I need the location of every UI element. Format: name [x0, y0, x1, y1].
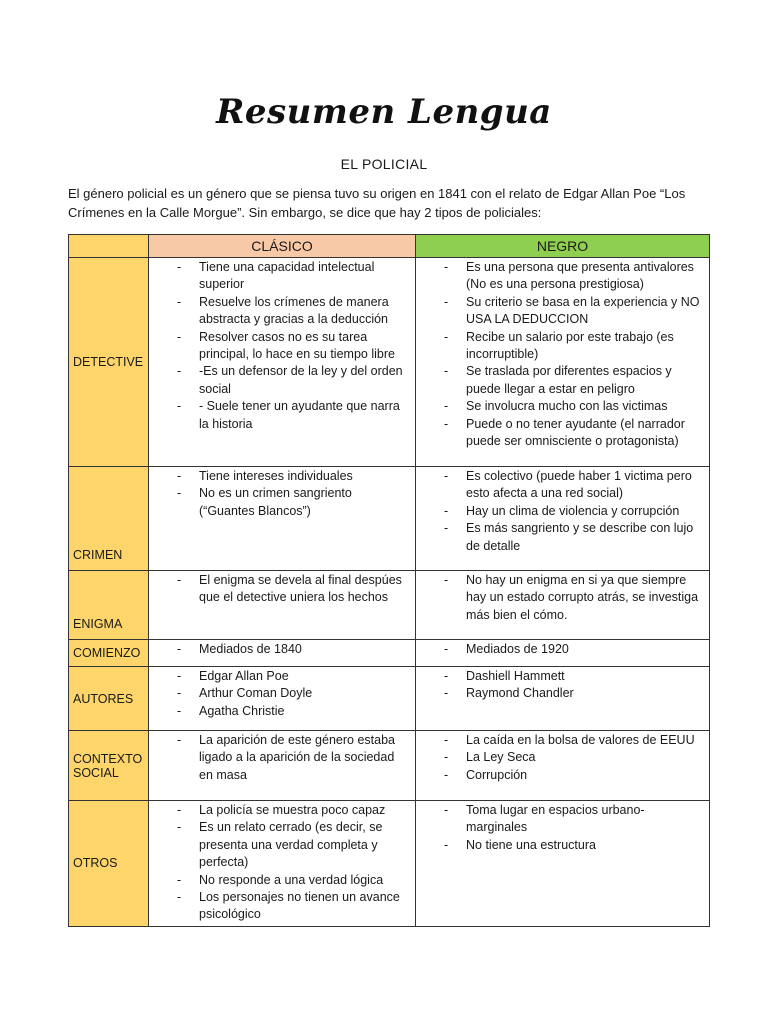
- list-item: - Mediados de 1840: [149, 641, 409, 658]
- list-item: - Agatha Christie: [149, 703, 409, 720]
- table-header-row: [69, 235, 710, 258]
- list-item: - -Es un defensor de la ley y del orden social: [149, 363, 409, 398]
- table-row: [69, 258, 710, 467]
- cell-negro: [416, 258, 710, 467]
- bullet-list: [149, 467, 415, 522]
- list-item: - Se traslada por diferentes espacios y puede llegar a estar en peligro: [416, 363, 703, 398]
- bullet-list: [149, 667, 415, 722]
- list-item: - Recibe un salario por este trabajo (es incorruptible): [416, 329, 703, 364]
- cell-clasico: [149, 640, 416, 667]
- list-item: - La aparición de este género estaba ligado a la aparición de la sociedad en masa: [149, 732, 409, 784]
- bullet-list: [416, 640, 709, 660]
- cell-negro: [416, 801, 710, 927]
- list-item: - Es una persona que presenta antivalores (No es una persona prestigiosa): [416, 259, 703, 294]
- row-label: CRIMEN: [69, 467, 149, 571]
- table-row: [69, 731, 710, 801]
- list-item: - Tiene intereses individuales: [149, 468, 409, 485]
- page-title: Resumen Lengua: [216, 92, 552, 132]
- cell-negro: [416, 667, 710, 731]
- section-subtitle: EL POLICIAL: [340, 156, 428, 172]
- list-item: - Dashiell Hammett: [416, 668, 703, 685]
- list-item: - Resolver casos no es su tarea principal, lo hace en su tiempo libre: [149, 329, 409, 364]
- list-item: - No tiene una estructura: [416, 837, 703, 854]
- bullet-list: [149, 258, 415, 435]
- row-label: AUTORES: [69, 667, 149, 731]
- cell-negro: [416, 571, 710, 640]
- cell-clasico: [149, 467, 416, 571]
- list-item: - Toma lugar en espacios urbano-marginales: [416, 802, 703, 837]
- bullet-list: [416, 571, 709, 626]
- list-item: - La caída en la bolsa de valores de EEUU: [416, 732, 703, 749]
- list-item: - No es un crimen sangriento (“Guantes Blancos”): [149, 485, 409, 520]
- list-item: - Los personajes no tienen un avance psicológico: [149, 889, 409, 924]
- bullet-list: [416, 258, 709, 452]
- table-body: [69, 258, 710, 927]
- row-label: COMIENZO: [69, 640, 149, 667]
- list-item: - Resuelve los crímenes de manera abstracta y gracias a la deducción: [149, 294, 409, 329]
- comparison-table: [68, 234, 710, 927]
- table-row: [69, 571, 710, 640]
- cell-clasico: [149, 731, 416, 801]
- list-item: - El enigma se devela al final despúes que el detective uniera los hechos: [149, 572, 409, 607]
- row-label: ENIGMA: [69, 571, 149, 640]
- list-item: - Edgar Allan Poe: [149, 668, 409, 685]
- row-label: OTROS: [69, 801, 149, 927]
- table-row: [69, 640, 710, 667]
- cell-negro: [416, 467, 710, 571]
- list-item: - Es colectivo (puede haber 1 victima pero esto afecta a una red social): [416, 468, 703, 503]
- bullet-list: [416, 667, 709, 705]
- list-item: - Su criterio se basa en la experiencia y NO USA LA DEDUCCION: [416, 294, 703, 329]
- intro-paragraph: El género policial es un género que se piensa tuvo su origen en 1841 con el relato de Edgar Allan Poe “Los Crímenes en la Calle Morgue”. Sin embargo, se dice que hay 2 tipos de policiales:: [68, 186, 686, 220]
- list-item: - - Suele tener un ayudante que narra la historia: [149, 398, 409, 433]
- bullet-list: [149, 571, 415, 609]
- cell-clasico: [149, 258, 416, 467]
- row-label: DETECTIVE: [69, 258, 149, 467]
- cell-negro: [416, 731, 710, 801]
- bullet-list: [149, 801, 415, 926]
- cell-clasico: [149, 571, 416, 640]
- list-item: - Es más sangriento y se describe con lujo de detalle: [416, 520, 703, 555]
- bullet-list: [416, 801, 709, 856]
- list-item: - Arthur Coman Doyle: [149, 685, 409, 702]
- row-label: CONTEXTO SOCIAL: [69, 731, 149, 801]
- cell-clasico: [149, 667, 416, 731]
- header-clasico: CLÁSICO: [149, 235, 416, 258]
- list-item: - No responde a una verdad lógica: [149, 872, 409, 889]
- header-negro: NEGRO: [416, 235, 710, 258]
- list-item: - La policía se muestra poco capaz: [149, 802, 409, 819]
- list-item: - No hay un enigma en si ya que siempre hay un estado corrupto atrás, se investiga más bien el cómo.: [416, 572, 703, 624]
- list-item: - Mediados de 1920: [416, 641, 703, 658]
- bullet-list: [416, 467, 709, 557]
- list-item: - Se involucra mucho con las victimas: [416, 398, 703, 415]
- bullet-list: [149, 731, 415, 786]
- bullet-list: [149, 640, 415, 660]
- list-item: - Puede o no tener ayudante (el narrador puede ser omnisciente o protagonista): [416, 416, 703, 451]
- bullet-list: [416, 731, 709, 786]
- list-item: - Corrupción: [416, 767, 703, 784]
- table-row: [69, 467, 710, 571]
- table-row: [69, 801, 710, 927]
- list-item: - Hay un clima de violencia y corrupción: [416, 503, 703, 520]
- list-item: - Raymond Chandler: [416, 685, 703, 702]
- table-row: [69, 667, 710, 731]
- cell-clasico: [149, 801, 416, 927]
- list-item: - Es un relato cerrado (es decir, se presenta una verdad completa y perfecta): [149, 819, 409, 871]
- cell-negro: [416, 640, 710, 667]
- list-item: - La Ley Seca: [416, 749, 703, 766]
- list-item: - Tiene una capacidad intelectual superior: [149, 259, 409, 294]
- header-corner-cell: [69, 235, 149, 258]
